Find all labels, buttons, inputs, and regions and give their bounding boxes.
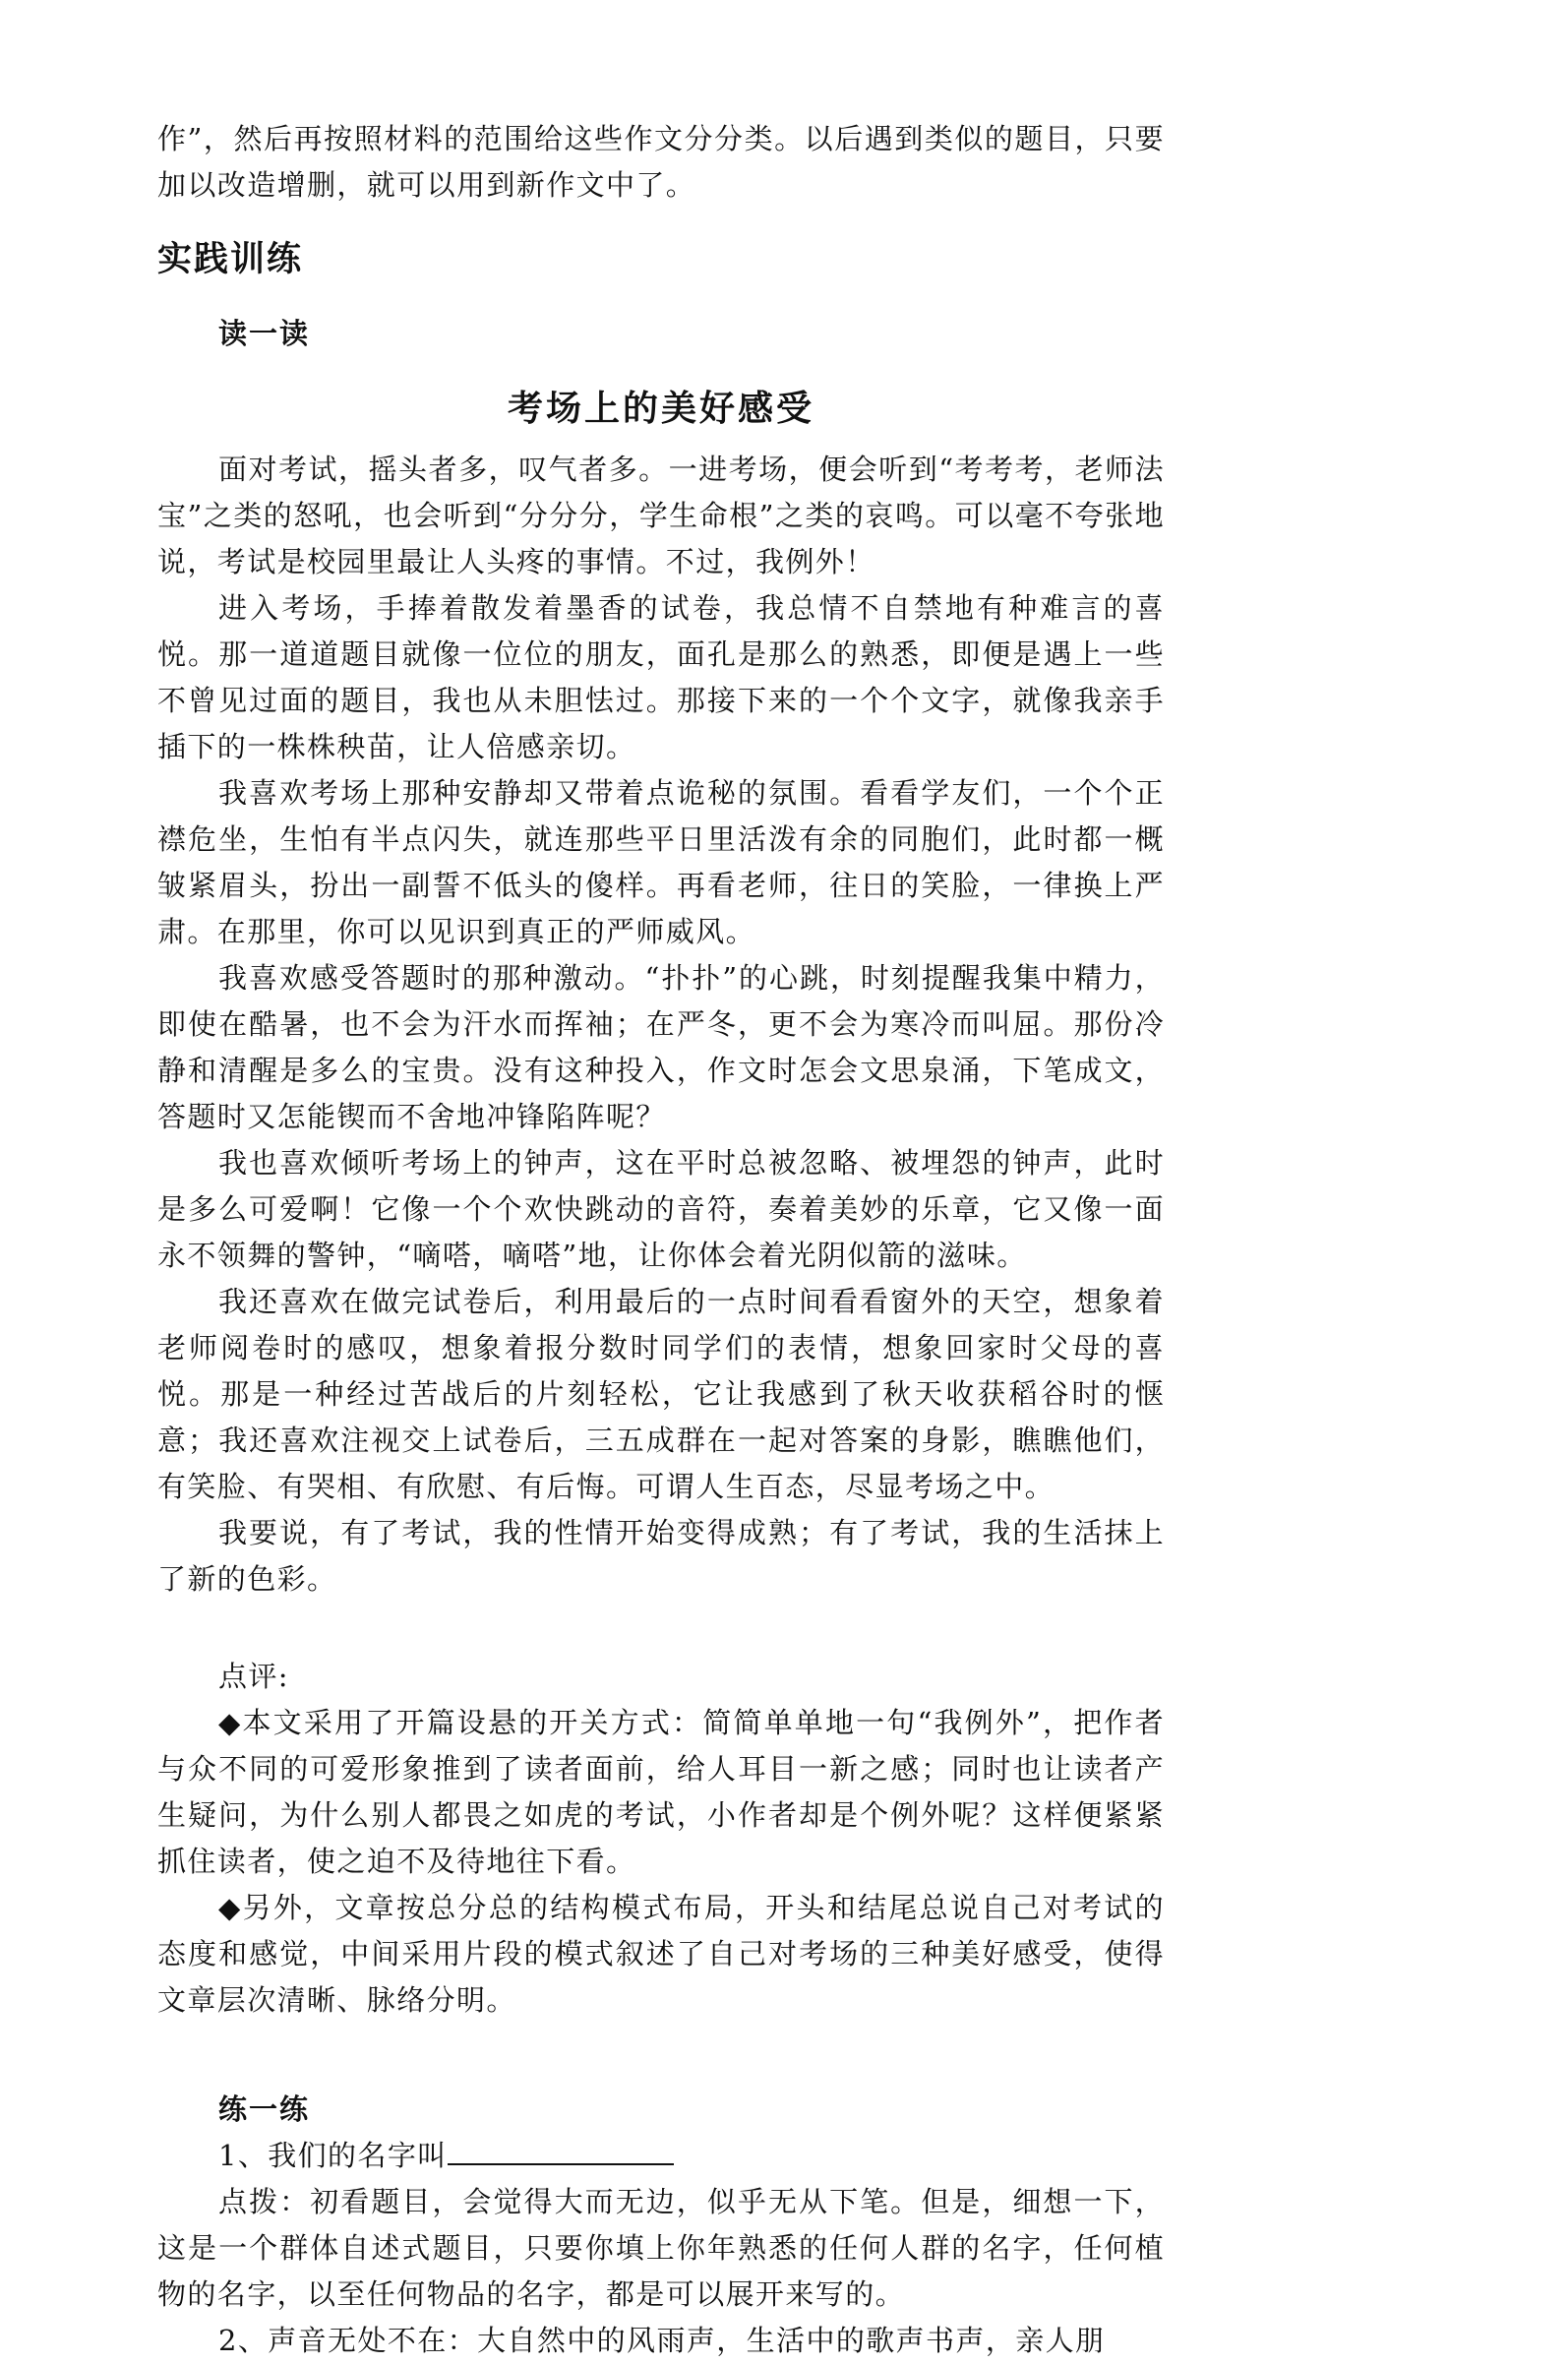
article-paragraph: 我喜欢考场上那种安静却又带着点诡秘的氛围。看看学友们，一个个正襟危坐，生怕有半点闪失，就连那些平日里活泼有余的同胞们，此时都一概皱紧眉头，扮出一副誓不低头的傻样。再看老师，往日的笑脸，一律换上严肃。在那里，你可以见识到真正的严师威风。 [157, 776, 1165, 949]
answer-blank [448, 2134, 674, 2165]
article-paragraph: 我喜欢感受答题时的那种激动。“扑扑”的心跳，时刻提醒我集中精力，即使在酷暑，也不会为汗水而挥袖；在严冬，更不会为寒冷而叫屈。那份冷静和清醒是多么的宝贵。没有这种投入，作文时怎会文思泉涌，下笔成文，答题时又怎能锲而不舍地冲锋陷阵呢？ [157, 961, 1165, 1134]
read-heading: 读一读 [218, 317, 311, 351]
comment-point: ◆另外，文章按总分总的结构模式布局，开头和结尾总说自己对考试的态度和感觉，中间采用片段的模式叙述了自己对考场的三种美好感受，使得文章层次清晰、脉络分明。 [157, 1891, 1165, 2018]
article-paragraph: 我要说，有了考试，我的性情开始变得成熟；有了考试，我的生活抹上了新的色彩。 [157, 1516, 1165, 1597]
practice-item-1 [157, 2133, 1165, 2179]
practice-item-1-hint: 点拨：初看题目，会觉得大而无边，似乎无从下笔。但是，细想一下，这是一个群体自述式题目，只要你填上你年熟悉的任何人群的名字，任何植物的名字，以至任何物品的名字，都是可以展开来写的。 [157, 2185, 1165, 2312]
document-page [157, 116, 1165, 2364]
article-body [157, 447, 1165, 1603]
comment-point: ◆本文采用了开篇设悬的开关方式：简简单单地一句“我例外”，把作者与众不同的可爱形象推到了读者面前，给人耳目一新之感；同时也让读者产生疑问，为什么别人都畏之如虎的考试，小作者却是个例外呢？这样便紧紧抓住读者，使之迫不及待地往下看。 [157, 1706, 1165, 1879]
article-title: 考场上的美好感受 [507, 388, 814, 430]
article-paragraph: 进入考场，手捧着散发着墨香的试卷，我总情不自禁地有种难言的喜悦。那一道道题目就像一位位的朋友，面孔是那么的熟悉，即便是遇上一些不曾见过面的题目，我也从未胆怯过。那接下来的一个个文字，就像我亲手插下的一株株秧苗，让人倍感亲切。 [157, 591, 1165, 764]
article-paragraph: 我还喜欢在做完试卷后，利用最后的一点时间看看窗外的天空，想象着老师阅卷时的感叹，想象着报分数时同学们的表情，想象回家时父母的喜悦。那是一种经过苦战后的片刻轻松，它让我感到了秋天收获稻谷时的惬意；我还喜欢注视交上试卷后，三五成群在一起对答案的身影，瞧瞧他们，有笑脸、有哭相、有欣慰、有后悔。可谓人生百态，尽显考场之中。 [157, 1285, 1165, 1504]
intro-paragraph: 作”，然后再按照材料的范围给这些作文分分类。以后遇到类似的题目，只要加以改造增删，就可以用到新作文中了。 [157, 122, 1165, 202]
article-paragraph: 我也喜欢倾听考场上的钟声，这在平时总被忽略、被埋怨的钟声，此时是多么可爱啊！它像一个个欢快跳动的音符，奏着美妙的乐章，它又像一面永不领舞的警钟，“嘀嗒，嘀嗒”地，让你体会着光阴似箭的滋味。 [157, 1146, 1165, 1273]
practice-item-2: 2、声音无处不在：大自然中的风雨声，生活中的歌声书声，亲人朋 [218, 2324, 1106, 2358]
practice-section [157, 2087, 1165, 2364]
article-paragraph: 面对考试，摇头者多，叹气者多。一进考场，便会听到“考考考，老师法宝”之类的怒吼，也会听到“分分分，学生命根”之类的哀鸣。可以毫不夸张地说，考试是校园里最让人头疼的事情。不过，我例外！ [157, 453, 1165, 579]
practice-heading: 练一练 [218, 2092, 311, 2127]
comment-section [157, 1654, 1165, 2024]
practice-item-1-prompt: 1、我们的名字叫 [218, 2139, 448, 2173]
section-title: 实践训练 [157, 240, 304, 279]
comment-label: 点评: [218, 1660, 289, 1694]
